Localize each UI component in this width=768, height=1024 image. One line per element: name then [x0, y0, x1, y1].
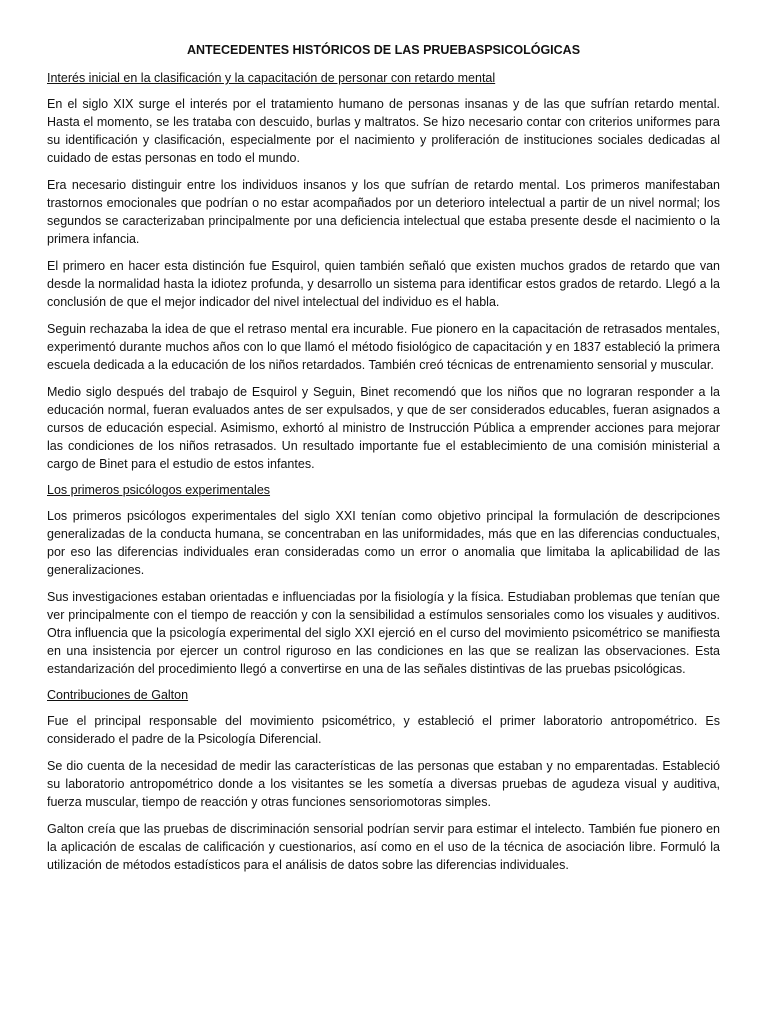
section-heading-mental-retardation: Interés inicial en la clasificación y la capacitación de personar con retardo mental: [47, 71, 496, 85]
section-heading-experimental-psychologists: Los primeros psicólogos experimentales: [47, 483, 271, 497]
paragraph: En el siglo XIX surge el interés por el tratamiento humano de personas insanas y de las que sufrían retardo mental. Hasta el momento, se les trataba con descuido, burlas y maltratos. Se hizo necesario contar con criterios uniformes para su identificación y clasificación, especialmente por el nacimiento y proliferación de instituciones sociales dedicadas al cuidado de estas personas en todo el mundo.: [47, 97, 720, 165]
paragraph: Galton creía que las pruebas de discriminación sensorial podrían servir para estimar el intelecto. También fue pionero en la aplicación de escalas de calificación y cuestionarios, así como en el uso de la técnica de asociación libre. Formuló la utilización de métodos estadísticos para el análisis de datos sobre las diferencias individuales.: [47, 822, 720, 872]
paragraph: Fue el principal responsable del movimiento psicométrico, y estableció el primer laboratorio antropométrico. Es considerado el padre de la Psicología Diferencial.: [47, 714, 720, 746]
paragraph: Sus investigaciones estaban orientadas e influenciadas por la fisiología y la física. Estudiaban problemas que tenían que ver principalmente con el tiempo de reacción y con la sensibilidad a estímulos sensoriales como los visuales y auditivos. Otra influencia que la psicología experimental del siglo XXI ejerció en el curso del movimiento psicométrico se manifiesta en una insistencia por ejercer un control riguroso en las condiciones en las que se realizan las observaciones. Esta estandarización del procedimiento llegó a convertirse en una de las señales distintivas de las pruebas psicológicas.: [47, 590, 720, 676]
paragraph: Era necesario distinguir entre los individuos insanos y los que sufrían de retardo mental. Los primeros manifestaban trastornos emocionales que podrían o no estar acompañados por un deterioro intelectual a partir de un nivel normal; los segundos se caracterizaban principalmente por una deficiencia intelectual que estaba presente desde el nacimiento o la primera infancia.: [47, 178, 720, 246]
paragraph: Los primeros psicólogos experimentales del siglo XXI tenían como objetivo principal la formulación de descripciones generalizadas de la conducta humana, se concentraban en las uniformidades, más que en las diferencias conductuales, por eso las diferencias individuales eran consideradas como un error o anomalia que limitaba la aplicabilidad de las generalizaciones.: [47, 509, 720, 577]
document-title: ANTECEDENTES HISTÓRICOS DE LAS PRUEBASPSICOLÓGICAS: [186, 43, 581, 57]
paragraph: Seguin rechazaba la idea de que el retraso mental era incurable. Fue pionero en la capacitación de retrasados mentales, experimentó durante muchos años con lo que llamó el método fisiológico de capacitación y en 1837 estableció la primera escuela dedicada a la educación de los niños retardados. También creó técnicas de entrenamiento sensorial y muscular.: [47, 322, 720, 372]
paragraph: Medio siglo después del trabajo de Esquirol y Seguin, Binet recomendó que los niños que no lograran responder a la educación normal, fueran evaluados antes de ser expulsados, y que de ser considerados educables, fueran asignados a cursos de educación especial. Asimismo, exhortó al ministro de Instrucción Pública a emprender acciones para mejorar las condiciones de los niños retrasados. Un resultado importante fue el establecimiento de una comisión ministerial a cargo de Binet para el estudio de estos infantes.: [47, 385, 720, 471]
paragraph: El primero en hacer esta distinción fue Esquirol, quien también señaló que existen muchos grados de retardo que van desde la normalidad hasta la idiotez profunda, y desarrollo un sistema para identificar estos grados de retardo. Llegó a la conclusión de que el mejor indicador del nivel intelectual del individuo es el habla.: [47, 259, 720, 309]
section-heading-galton: Contribuciones de Galton: [47, 688, 189, 702]
paragraph: Se dio cuenta de la necesidad de medir las características de las personas que estaban y no emparentadas. Estableció su laboratorio antropométrico donde a los visitantes se les sometía a diversas pruebas de agudeza visual y auditiva, fuerza muscular, tiempo de reacción y otras funciones sensoriomotoras simples.: [47, 759, 720, 809]
